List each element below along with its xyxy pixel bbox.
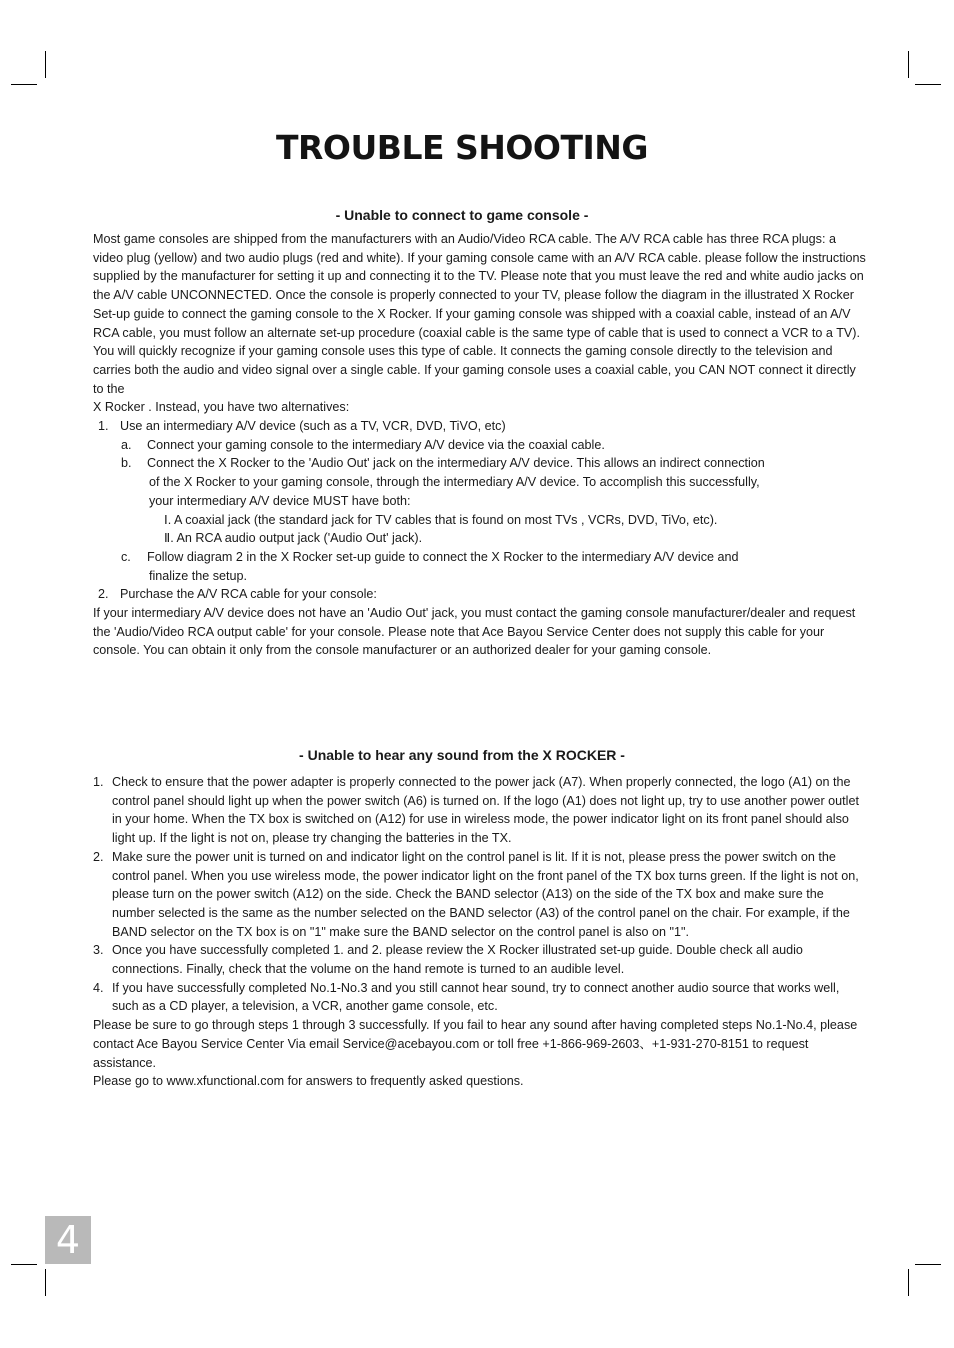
sub-item-continuation: your intermediary A/V device MUST have both: [149, 493, 411, 508]
list-number: 3. [93, 943, 104, 958]
intro-last-line: X Rocker . Instead, you have two alternatives: [93, 400, 350, 415]
sub-item-text: Connect the X Rocker to the 'Audio Out' jack on the intermediary A/V device. This allows an indirect connection [147, 456, 765, 471]
list-item-text: Use an intermediary A/V device (such as a TV, VCR, DVD, TiVO, etc) [120, 419, 506, 434]
list-item [93, 941, 868, 978]
crop-mark [11, 1264, 37, 1265]
sub-item [93, 548, 868, 567]
section-connect-body [93, 230, 868, 660]
section-heading-sound: - Unable to hear any sound from the X ROCKER - [299, 747, 625, 763]
crop-mark [11, 84, 37, 85]
sub-item-label: b. [121, 456, 132, 471]
list-number: 1. [98, 419, 109, 434]
crop-mark [908, 51, 909, 78]
page-number: 4 [55, 1218, 81, 1262]
sub-item-text: Connect your gaming console to the intermediary A/V device via the coaxial cable. [147, 437, 605, 452]
sub-item-label: c. [121, 549, 131, 564]
list-item [93, 585, 868, 604]
sub-item-text: Follow diagram 2 in the X Rocker set-up guide to connect the X Rocker to the intermediary A/V device and [147, 549, 739, 564]
page-number-box [45, 1216, 91, 1264]
crop-mark [45, 1269, 46, 1296]
list-number: 2. [93, 849, 104, 864]
roman-item: Ⅰ. A coaxial jack (the standard jack for TV cables that is found on most TVs , VCRs, DVD, TiVo, etc). [164, 512, 718, 527]
intro-paragraph: Most game consoles are shipped from the manufacturers with an Audio/Video RCA cable. The A/V RCA cable has three RCA plugs: a video plug (yellow) and two audio plugs (red and white). If your gaming console came with an A/V RCA cable. please follow the instructions supplied by the manufacturer for setting it up and connecting it to the TV. Please note that you must leave the red and white audio jacks on the A/V cable UNCONNECTED. Once the console is properly connected to your TV, please follow the diagram in the illustrated X Rocker Set-up guide to connect the gaming console to the X Rocker. If your gaming console was shipped with a coaxial cable, instead of an A/V RCA cable, you must follow an alternate set-up procedure (coaxial cable is the same type of cable that is used to connect a VCR to a TV). You will quickly recognize if your gaming console uses this type of cable. It connects the gaming console directly to the television and carries both the audio and video signal over a single cable. If your gaming console uses a coaxial cable, you CAN NOT connect it directly to the [93, 232, 866, 396]
sub-item-label: a. [121, 437, 132, 452]
sub-item [93, 454, 868, 473]
sub-item-continuation: of the X Rocker to your gaming console, through the intermediary A/V device. To accomplish this successfully, [149, 475, 760, 490]
list-item [93, 979, 868, 1016]
list-number: 2. [98, 587, 109, 602]
roman-item: Ⅱ. An RCA audio output jack ('Audio Out' jack). [164, 531, 423, 546]
list-number: 4. [93, 980, 104, 995]
list-item-text: Purchase the A/V RCA cable for your console: [120, 587, 377, 602]
sub-item-continuation: finalize the setup. [149, 568, 248, 583]
section-sound-body [93, 773, 868, 1091]
closing-paragraph: Please be sure to go through steps 1 through 3 successfully. If you fail to hear any sound after having completed steps No.1-No.4, please contact Ace Bayou Service Center Via email Service@acebayou.com or toll free +1-866-969-2603、+1-931-270-8151 to request assistance. [93, 1018, 858, 1070]
list-item [93, 417, 868, 436]
page-title: TROUBLE SHOOTING [276, 128, 648, 167]
list-item-text: If you have successfully completed No.1-No.3 and you still cannot hear sound, try to connect another audio source that works well, such as a CD player, a television, a VCR, another game console, etc. [112, 980, 840, 1014]
crop-mark [908, 1269, 909, 1296]
list-item [93, 773, 868, 848]
list-item-text: Once you have successfully completed 1. and 2. please review the X Rocker illustrated set-up guide. Double check all audio connections. Finally, check that the volume on the hand remote is turned to an audible level. [112, 943, 803, 977]
list-item-text: Check to ensure that the power adapter is properly connected to the power jack (A7). When properly connected, the logo (A1) on the control panel should light up when the power switch (A6) is turned on. If the logo (A1) does not light up, try to use another power outlet in your home. When the TX box is switched on (A12) for use in wireless mode, the power indicator light on its front panel should also light up. If the light is not on, please try changing the batteries in the TX. [112, 775, 859, 846]
list-item [93, 848, 868, 942]
sub-item [93, 436, 868, 455]
closing-paragraph: If your intermediary A/V device does not have an 'Audio Out' jack, you must contact the gaming console manufacturer/dealer and request the 'Audio/Video RCA output cable' for your console. Please note that Ace Bayou Service Center does not supply this cable for your console. You can obtain it only from the console manufacturer or an authorized dealer for your gaming console. [93, 606, 856, 658]
crop-mark [915, 1264, 941, 1265]
section-heading-connect: - Unable to connect to game console - [335, 207, 589, 223]
crop-mark [45, 51, 46, 78]
faq-paragraph: Please go to www.xfunctional.com for answers to frequently asked questions. [93, 1074, 524, 1089]
list-item-text: Make sure the power unit is turned on and indicator light on the control panel is lit. If it is not, please press the power switch on the control panel. When you use wireless mode, the power indicator light on the front panel of the TX box turns green. If the light is not on, please turn on the power switch (A12) on the side. Check the BAND selector (A13) on the side of the TX box and make sure the number selected is the same as the number selected on the BAND selector (A3) of the control panel on the chair. For example, if the BAND selector on the TX box is on "1" make sure the BAND selector on the control panel is also on "1". [112, 849, 859, 939]
crop-mark [915, 84, 941, 85]
list-number: 1. [93, 775, 104, 789]
